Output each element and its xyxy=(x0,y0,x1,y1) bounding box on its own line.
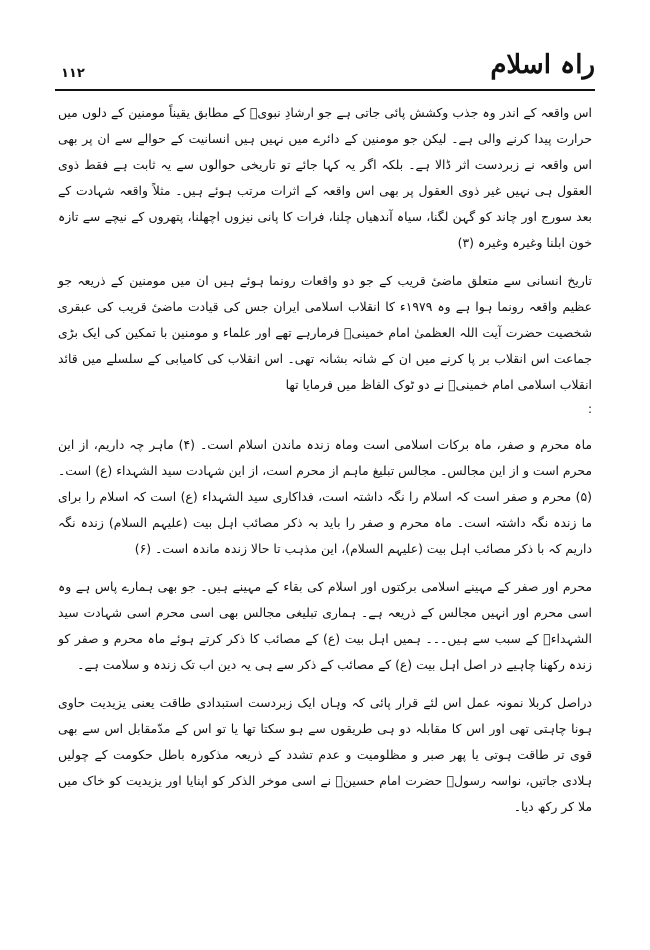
colon-line: : xyxy=(587,402,592,416)
journal-title: راہ اسلام xyxy=(490,50,595,80)
page-number: ۱۱۲ xyxy=(61,66,85,81)
persian-quote: ماہ محرم و صفر، ماہ برکات اسلامی است وماہ زندہ ماندن اسلام است۔ (۴) ماہر چہ داریم، از این محرم است و از این مجالس۔ مجالس تبلیغ ماہم از محرم است، از این شہادت سید الشہداء (ع) است۔ (۵) محرم و صفر است کہ اسلام را نگہ داشتہ است، فداکاری سید الشہداء (ع) است کہ اسلام را برای ما زندہ نگہ داشتہ است۔ ماہ محرم و صفر را باید بہ ذکر مصائب اہل بیت (علیہم السلام) زندہ نگہ داریم کہ با ذکر مصائب اہل بیت (علیہم السلام)، این مذہب تا حالا زندہ ماندہ است۔ (۶) xyxy=(58,437,592,556)
paragraph-2: تاریخ انسانی سے متعلق ماضیٔ قریب کے جو دو واقعات رونما ہوئے ہیں ان میں مومنین کے ذریعہ جو عظیم واقعہ رونما ہوا ہے وہ ۱۹۷۹ء کا انقلاب اسلامی ایران جس کی قیادت ماضیٔ قریب کی عبقری شخصیت حضرت آیت اللہ العظمیٰ امام خمینیؒ فرمارہے تھے اور علماء و مومنین با تمکین کی ایک بڑی جماعت اس انقلاب بر پا کرنے میں ان کے شانہ بشانہ تھی۔ اس انقلاب کی کامیابی کے سلسلے میں قائد انقلاب اسلامی امام خمینیؒ نے دو ٹوک الفاظ میں فرمایا تھا xyxy=(58,273,592,392)
paragraph-1: اس واقعہ کے اندر وہ جذب وکشش پائی جاتی ہے جو ارشادِ نبویؐ کے مطابق یقیناً مومنین کے دلوں میں حرارت پیدا کرنے والی ہے۔ لیکن جو مومنین کے دائرے میں نہیں ہیں انسانیت کے حوالے سے ان پر بھی اس واقعہ نے زبردست اثر ڈالا ہے۔ بلکہ اگر یہ کہا جائے تو تاریخی حوالوں سے یہ ثابت ہے فقط ذوی العقول ہی نہیں غیر ذوی العقول پر بھی اس واقعہ کے اثرات مرتب ہوئے ہیں۔ مثلاً واقعہ شہادت کے بعد سورج اور چاند کو گہن لگنا، سیاہ آندھیاں چلنا، فرات کا پانی نیزوں اچھلنا، پتھروں کے نیچے سے تازہ خون ابلنا وغیرہ وغیرہ (۳) xyxy=(58,105,592,250)
paragraph-3: محرم اور صفر کے مہینے اسلامی برکتوں اور اسلام کی بقاء کے مہینے ہیں۔ جو بھی ہمارے پاس ہے وہ اسی محرم اور انہیں مجالس کے ذریعہ ہے۔ ہماری تبلیغی مجالس بھی اسی محرم اسی شہادت سید الشہداءؑ کے سبب سے ہیں۔۔۔ ہمیں اہل بیت (ع) کے مصائب کا ذکر کرتے ہوئے ماہ محرم و صفر کو زندہ رکھنا چاہیے در اصل اہل بیت (ع) کے مصائب کے ذکر سے ہی یہ دین اب تک زندہ و سلامت ہے۔ xyxy=(58,579,592,672)
paragraph-4: دراصل کربلا نمونہ عمل اس لئے قرار پائی کہ وہاں ایک زبردست استبدادی طاقت یعنی یزیدیت حاوی ہونا چاہتی تھی اور اس کا مقابلہ دو ہی طریقوں سے ہو سکتا تھا یا تو اس کے مدّمقابل اس سے بھی قوی تر طاقت ہوتی یا پھر صبر و مظلومیت و عدم تشدد کے ذریعہ مذکورہ باطل حکومت کے چولیں ہلادی جاتیں، نواسہ رسولؐ حضرت امام حسینؑ نے اسی موخر الذکر کو اپنایا اور یزیدیت کو خاک میں ملا کر رکھ دیا۔ xyxy=(58,695,592,814)
running-header xyxy=(55,48,595,90)
header-rule xyxy=(55,89,595,91)
article-body xyxy=(58,100,592,832)
